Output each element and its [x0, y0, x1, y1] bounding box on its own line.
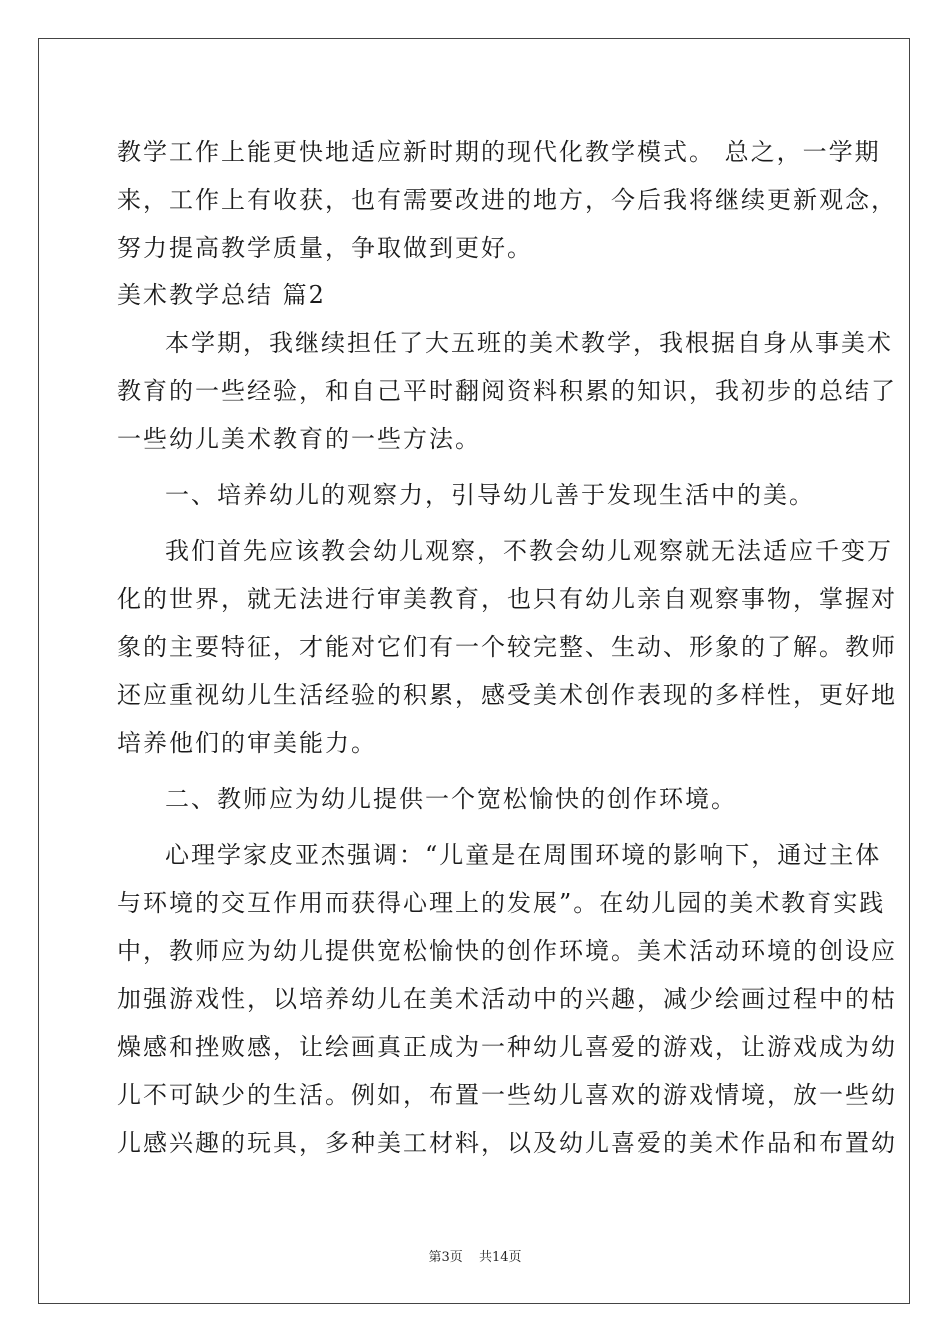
subheading: 二、教师应为幼儿提供一个宽松愉快的创作环境。	[165, 785, 737, 813]
page-total: 共14页	[478, 1250, 522, 1265]
text-line: 还应重视幼儿生活经验的积累，感受美术创作表现的多样性，更好地	[117, 681, 897, 709]
text-line: 燥感和挫败感，让绘画真正成为一种幼儿喜爱的游戏，让游戏成为幼	[117, 1033, 897, 1061]
text-line: 加强游戏性，以培养幼儿在美术活动中的兴趣，减少绘画过程中的枯	[117, 985, 897, 1013]
document-body	[117, 128, 897, 1167]
page-footer	[0, 1246, 950, 1265]
text-line: 努力提高教学质量，争取做到更好。	[117, 234, 533, 262]
text-line: 来，工作上有收获，也有需要改进的地方，今后我将继续更新观念，	[117, 186, 897, 214]
text-line: 本学期，我继续担任了大五班的美术教学，我根据自身从事美术	[165, 329, 893, 357]
text-line: 儿不可缺少的生活。例如，布置一些幼儿喜欢的游戏情境，放一些幼	[117, 1081, 897, 1109]
subheading: 一、培养幼儿的观察力，引导幼儿善于发现生活中的美。	[165, 481, 815, 509]
page-number: 第3页	[428, 1250, 463, 1265]
text-line: 象的主要特征，才能对它们有一个较完整、生动、形象的了解。教师	[117, 633, 897, 661]
text-line: 培养他们的审美能力。	[117, 729, 377, 757]
text-line: 儿感兴趣的玩具，多种美工材料，以及幼儿喜爱的美术作品和布置幼	[117, 1129, 897, 1157]
text-line: 教学工作上能更快地适应新时期的现代化教学模式。 总之，一学期	[117, 138, 881, 166]
text-line: 心理学家皮亚杰强调：“儿童是在周围环境的影响下，通过主体	[165, 841, 882, 869]
text-line: 教育的一些经验，和自己平时翻阅资料积累的知识，我初步的总结了	[117, 377, 897, 405]
text-line: 化的世界，就无法进行审美教育，也只有幼儿亲自观察事物，掌握对	[117, 585, 897, 613]
section-heading: 美术教学总结 篇2	[117, 281, 326, 309]
text-line: 中，教师应为幼儿提供宽松愉快的创作环境。美术活动环境的创设应	[117, 937, 897, 965]
text-line: 与环境的交互作用而获得心理上的发展”。在幼儿园的美术教育实践	[117, 889, 886, 917]
text-line: 我们首先应该教会幼儿观察，不教会幼儿观察就无法适应千变万	[165, 537, 893, 565]
text-line: 一些幼儿美术教育的一些方法。	[117, 425, 481, 453]
